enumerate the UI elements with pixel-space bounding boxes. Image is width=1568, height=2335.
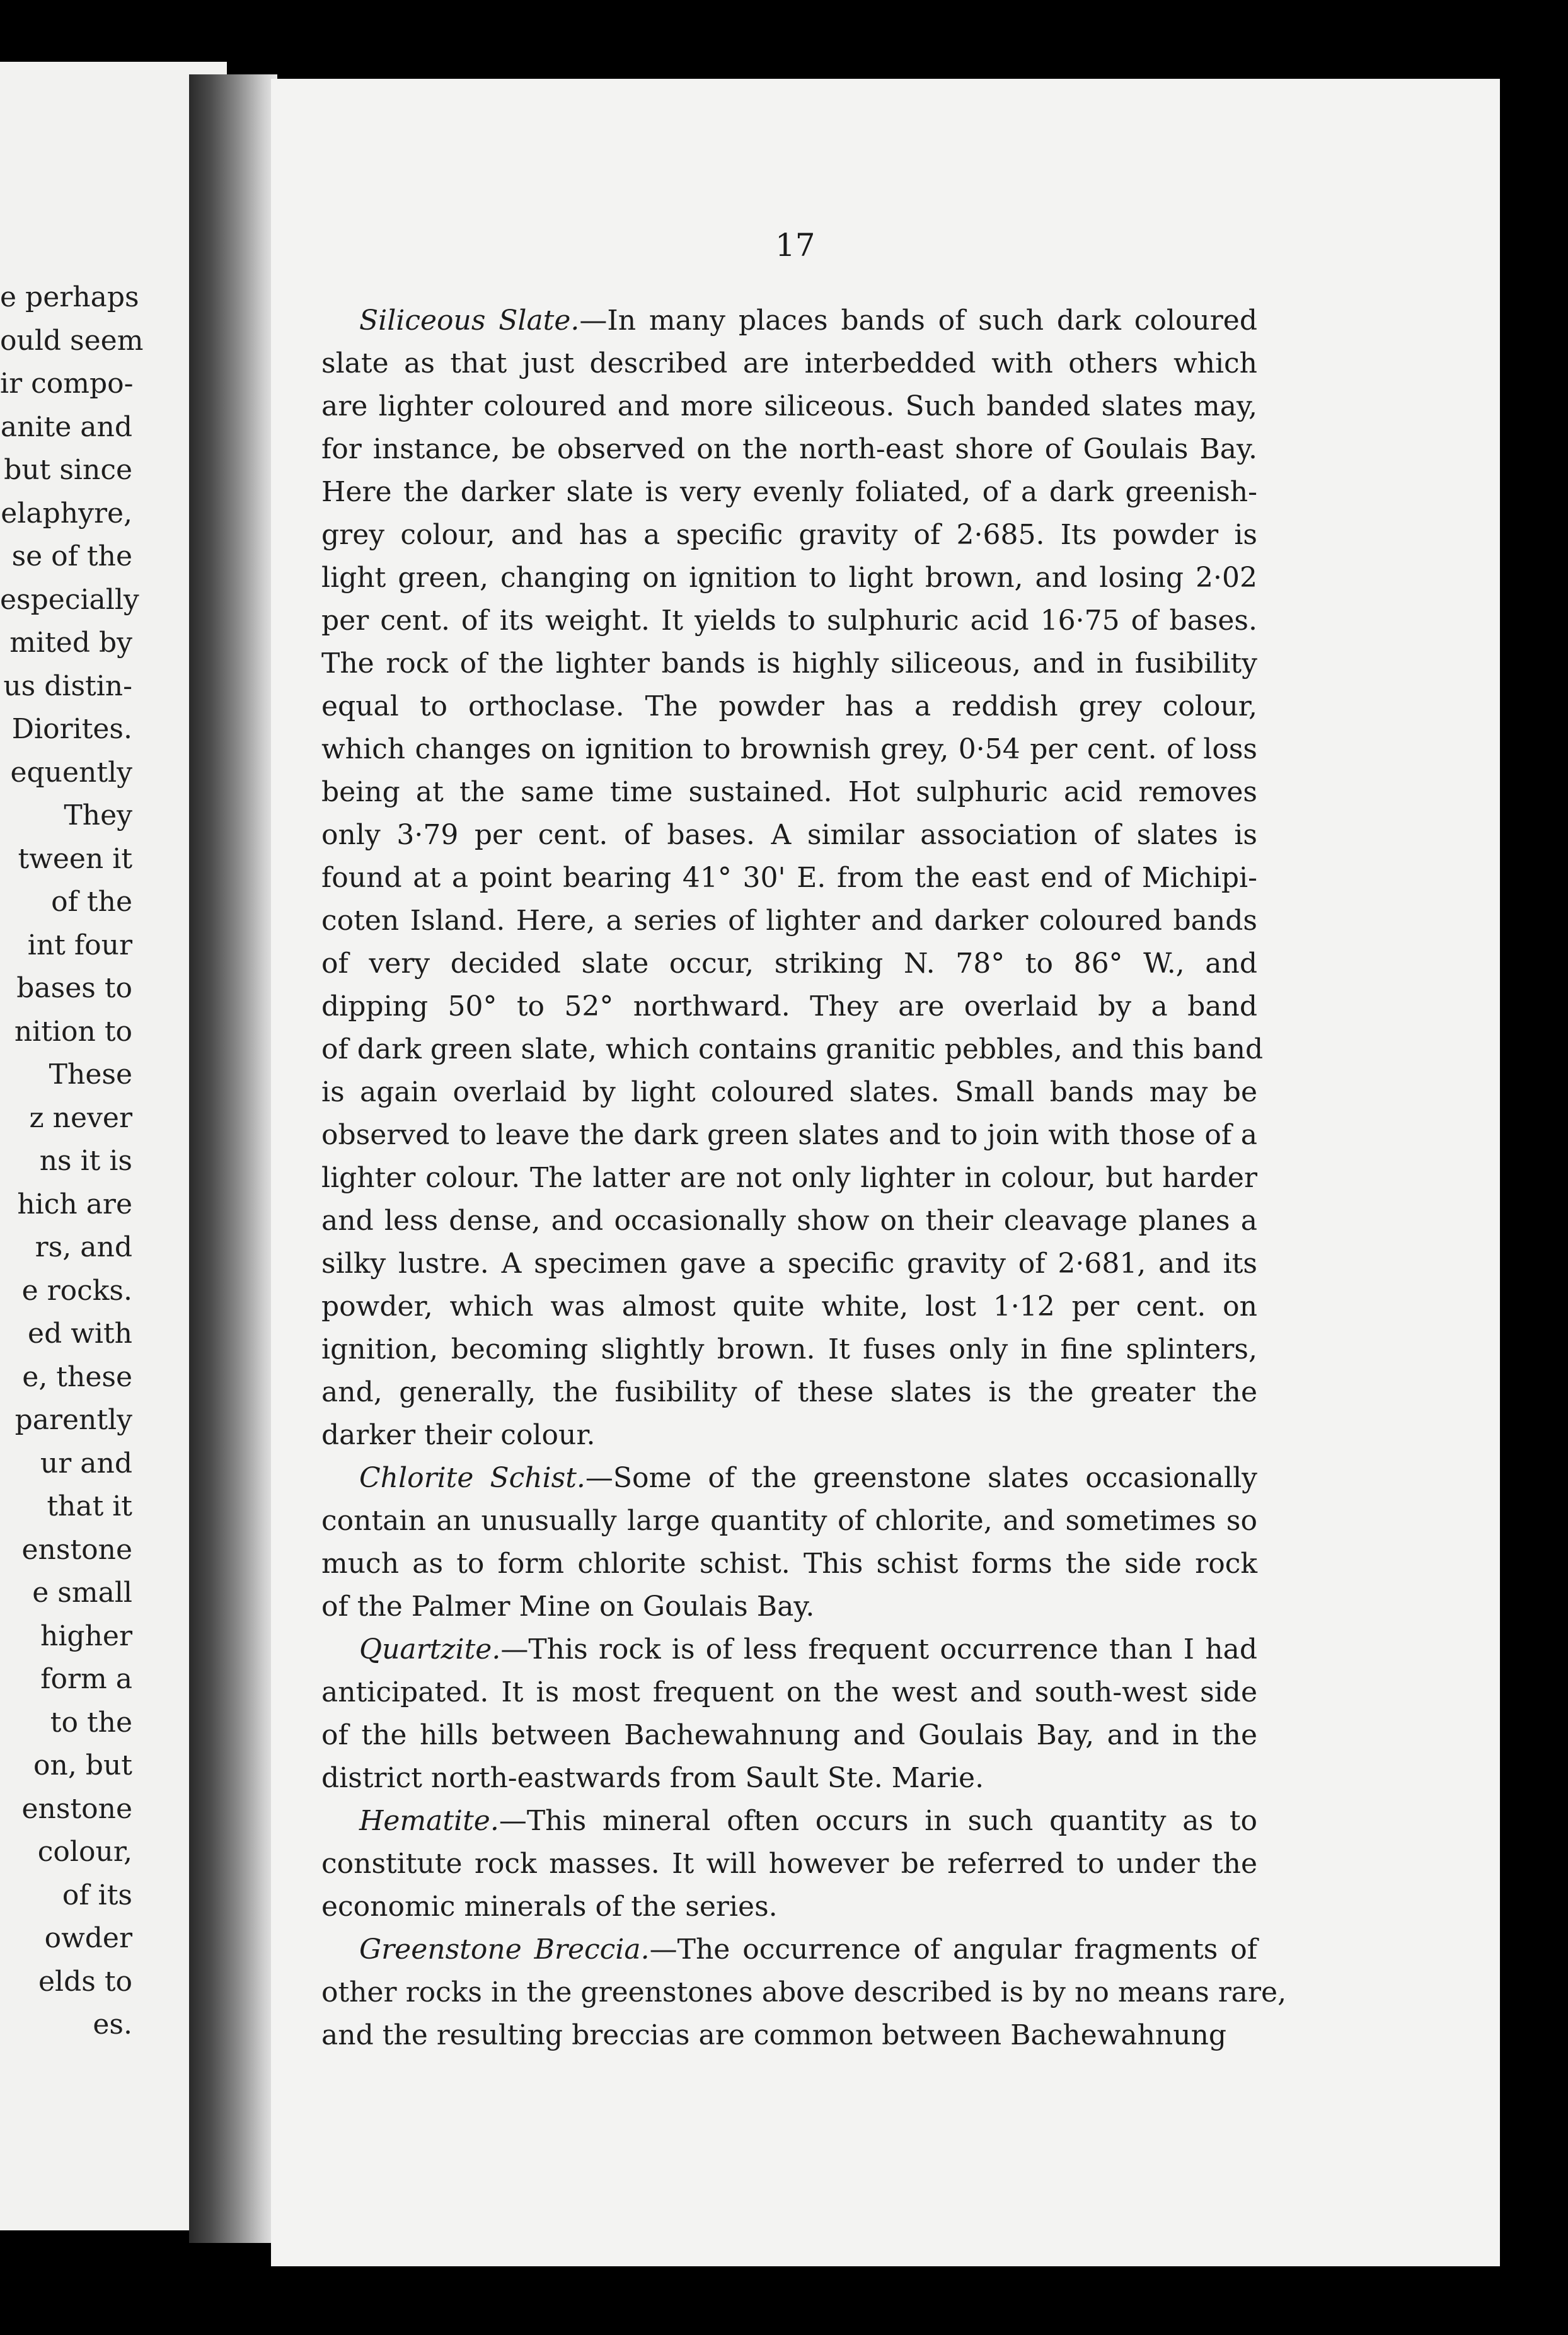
text-line: of the Palmer Mine on Goulais Bay. <box>321 1590 815 1623</box>
left-page-line: colour, <box>37 1836 132 1868</box>
text-line: district north-eastwards from Sault Ste. Marie. <box>321 1762 984 1794</box>
left-page-line: ir compo- <box>0 368 134 400</box>
text-line <box>321 1800 1257 1843</box>
left-page-line: that it <box>47 1490 132 1522</box>
text-line: and, generally, the fusibility of these slates is the greater the <box>321 1376 1257 1408</box>
left-page-line: enstone <box>21 1792 132 1825</box>
text-line: only 3·79 per cent. of bases. A similar association of slates is <box>321 819 1257 851</box>
text-line: much as to form chlorite schist. This schist forms the side rock <box>321 1548 1257 1580</box>
text-line: is again overlaid by light coloured slates. Small bands may be <box>321 1076 1257 1108</box>
text-line: lighter colour. The latter are not only lighter in colour, but harder <box>321 1162 1257 1194</box>
text-line: coten Island. Here, a series of lighter and darker coloured bands <box>321 905 1257 937</box>
text-line: light green, changing on ignition to light brown, and losing 2·02 <box>321 562 1257 594</box>
left-page-line: ur and <box>40 1447 132 1480</box>
left-page-line: es. <box>93 2008 132 2041</box>
text-line: grey colour, and has a specific gravity of 2·685. Its powder is <box>321 519 1257 551</box>
text-line: darker their colour. <box>321 1419 596 1451</box>
left-page-line: They <box>64 799 132 831</box>
text-line: constitute rock masses. It will however be referred to under the <box>321 1848 1257 1880</box>
left-page-line: ns it is <box>39 1145 132 1177</box>
left-page-line: of its <box>62 1879 132 1911</box>
paragraph-heading: Greenstone Breccia. <box>359 1933 650 1966</box>
text-line: anticipated. It is most frequent on the west and south-west side <box>321 1676 1257 1708</box>
text-line: slate as that just described are interbedded with others which <box>321 347 1257 380</box>
text-line: which changes on ignition to brownish grey, 0·54 per cent. of loss <box>321 733 1257 765</box>
text-line <box>321 1457 1257 1500</box>
left-page-line: us distin- <box>3 669 132 702</box>
left-page-line: ould seem <box>0 324 144 357</box>
text-line: found at a point bearing 41° 30' E. from the east end of Michipi- <box>321 862 1257 894</box>
paragraph-heading: Hematite. <box>359 1805 499 1837</box>
text-line: and less dense, and occasionally show on their cleavage planes a <box>321 1205 1257 1237</box>
paragraph-text: —The occurrence of angular fragments of <box>649 1933 1257 1966</box>
text-line: economic minerals of the series. <box>321 1891 778 1923</box>
left-page-line: mited by <box>9 627 132 659</box>
text-line: The rock of the lighter bands is highly siliceous, and in fusibility <box>321 647 1257 680</box>
left-page-line: owder <box>44 1922 132 1954</box>
paragraph-text: —This rock is of less frequent occurrence than I had <box>500 1633 1257 1666</box>
left-page-line: rs, and <box>35 1231 132 1263</box>
text-line: of the hills between Bachewahnung and Goulais Bay, and in the <box>321 1719 1257 1751</box>
left-page-line: se of the <box>11 540 132 572</box>
text-line: observed to leave the dark green slates and to join with those of a <box>321 1119 1257 1151</box>
left-page-line: int four <box>27 929 132 961</box>
page-body <box>321 299 1287 2057</box>
paragraph-text: —In many places bands of such dark coloured <box>579 304 1257 337</box>
left-page-line: tween it <box>18 842 132 875</box>
left-page-line: on, but <box>33 1749 132 1782</box>
left-page-line: but since <box>4 454 132 486</box>
left-page-line: z never <box>29 1101 132 1134</box>
paragraph-heading: Siliceous Slate. <box>359 304 580 337</box>
left-page-line: form a <box>40 1663 132 1695</box>
text-line: being at the same time sustained. Hot sulphuric acid removes <box>321 776 1257 808</box>
left-page-line: e small <box>32 1577 132 1609</box>
left-page-line: Diorites. <box>11 713 132 745</box>
paragraph-text: —This mineral often occurs in such quantity as to <box>499 1805 1257 1837</box>
text-line <box>321 1928 1257 1971</box>
left-page-line: nition to <box>14 1015 132 1048</box>
text-line: for instance, be observed on the north-east shore of Goulais Bay. <box>321 433 1257 465</box>
left-page-line: of the <box>51 886 132 918</box>
left-page-line: anite and <box>0 410 132 443</box>
left-page-line: e rocks. <box>21 1274 132 1307</box>
text-line: ignition, becoming slightly brown. It fuses only in fine splinters, <box>321 1333 1257 1365</box>
left-page-line: to the <box>50 1706 132 1739</box>
text-line: silky lustre. A specimen gave a specific gravity of 2·681, and its <box>321 1248 1257 1280</box>
text-line: of very decided slate occur, striking N. 78° to 86° W., and <box>321 947 1257 980</box>
paragraph-heading: Quartzite. <box>359 1633 501 1666</box>
text-line <box>321 299 1257 342</box>
left-page-line: elaphyre, <box>1 497 132 530</box>
text-line: and the resulting breccias are common between Bachewahnung <box>321 2019 1227 2051</box>
paragraph-heading: Chlorite Schist. <box>359 1462 585 1494</box>
left-page-line: equently <box>10 756 132 789</box>
text-line: of dark green slate, which contains granitic pebbles, and this band <box>321 1033 1264 1065</box>
text-line: per cent. of its weight. It yields to sulphuric acid 16·75 of bases. <box>321 605 1257 637</box>
text-line: are lighter coloured and more siliceous. Such banded slates may, <box>321 390 1257 422</box>
left-page-line: hich are <box>17 1188 132 1220</box>
book-gutter <box>189 74 277 2243</box>
left-page-line: e perhaps <box>0 281 139 313</box>
left-page-line: parently <box>14 1404 132 1436</box>
left-page-line: ed with <box>28 1318 132 1350</box>
left-page-line: These <box>49 1058 132 1091</box>
left-page-line: e, these <box>22 1360 132 1393</box>
left-page-line: bases to <box>16 972 132 1004</box>
text-line: dipping 50° to 52° northward. They are overlaid by a band <box>321 990 1257 1023</box>
text-line: Here the darker slate is very evenly foliated, of a dark greenish- <box>321 476 1257 508</box>
left-page-line: enstone <box>21 1533 132 1566</box>
text-line <box>321 1628 1257 1671</box>
left-page-line: elds to <box>38 1965 132 1998</box>
paragraph-text: —Some of the greenstone slates occasionally <box>585 1462 1258 1494</box>
text-line: other rocks in the greenstones above described is by no means rare, <box>321 1976 1287 2008</box>
left-page-line: higher <box>40 1619 132 1652</box>
left-page-line: especially <box>0 583 139 616</box>
text-line: equal to orthoclase. The powder has a reddish grey colour, <box>321 690 1257 722</box>
page-number: 17 <box>775 227 816 264</box>
text-line: contain an unusually large quantity of chlorite, and sometimes so <box>321 1505 1257 1537</box>
text-line: powder, which was almost quite white, lost 1·12 per cent. on <box>321 1290 1257 1323</box>
